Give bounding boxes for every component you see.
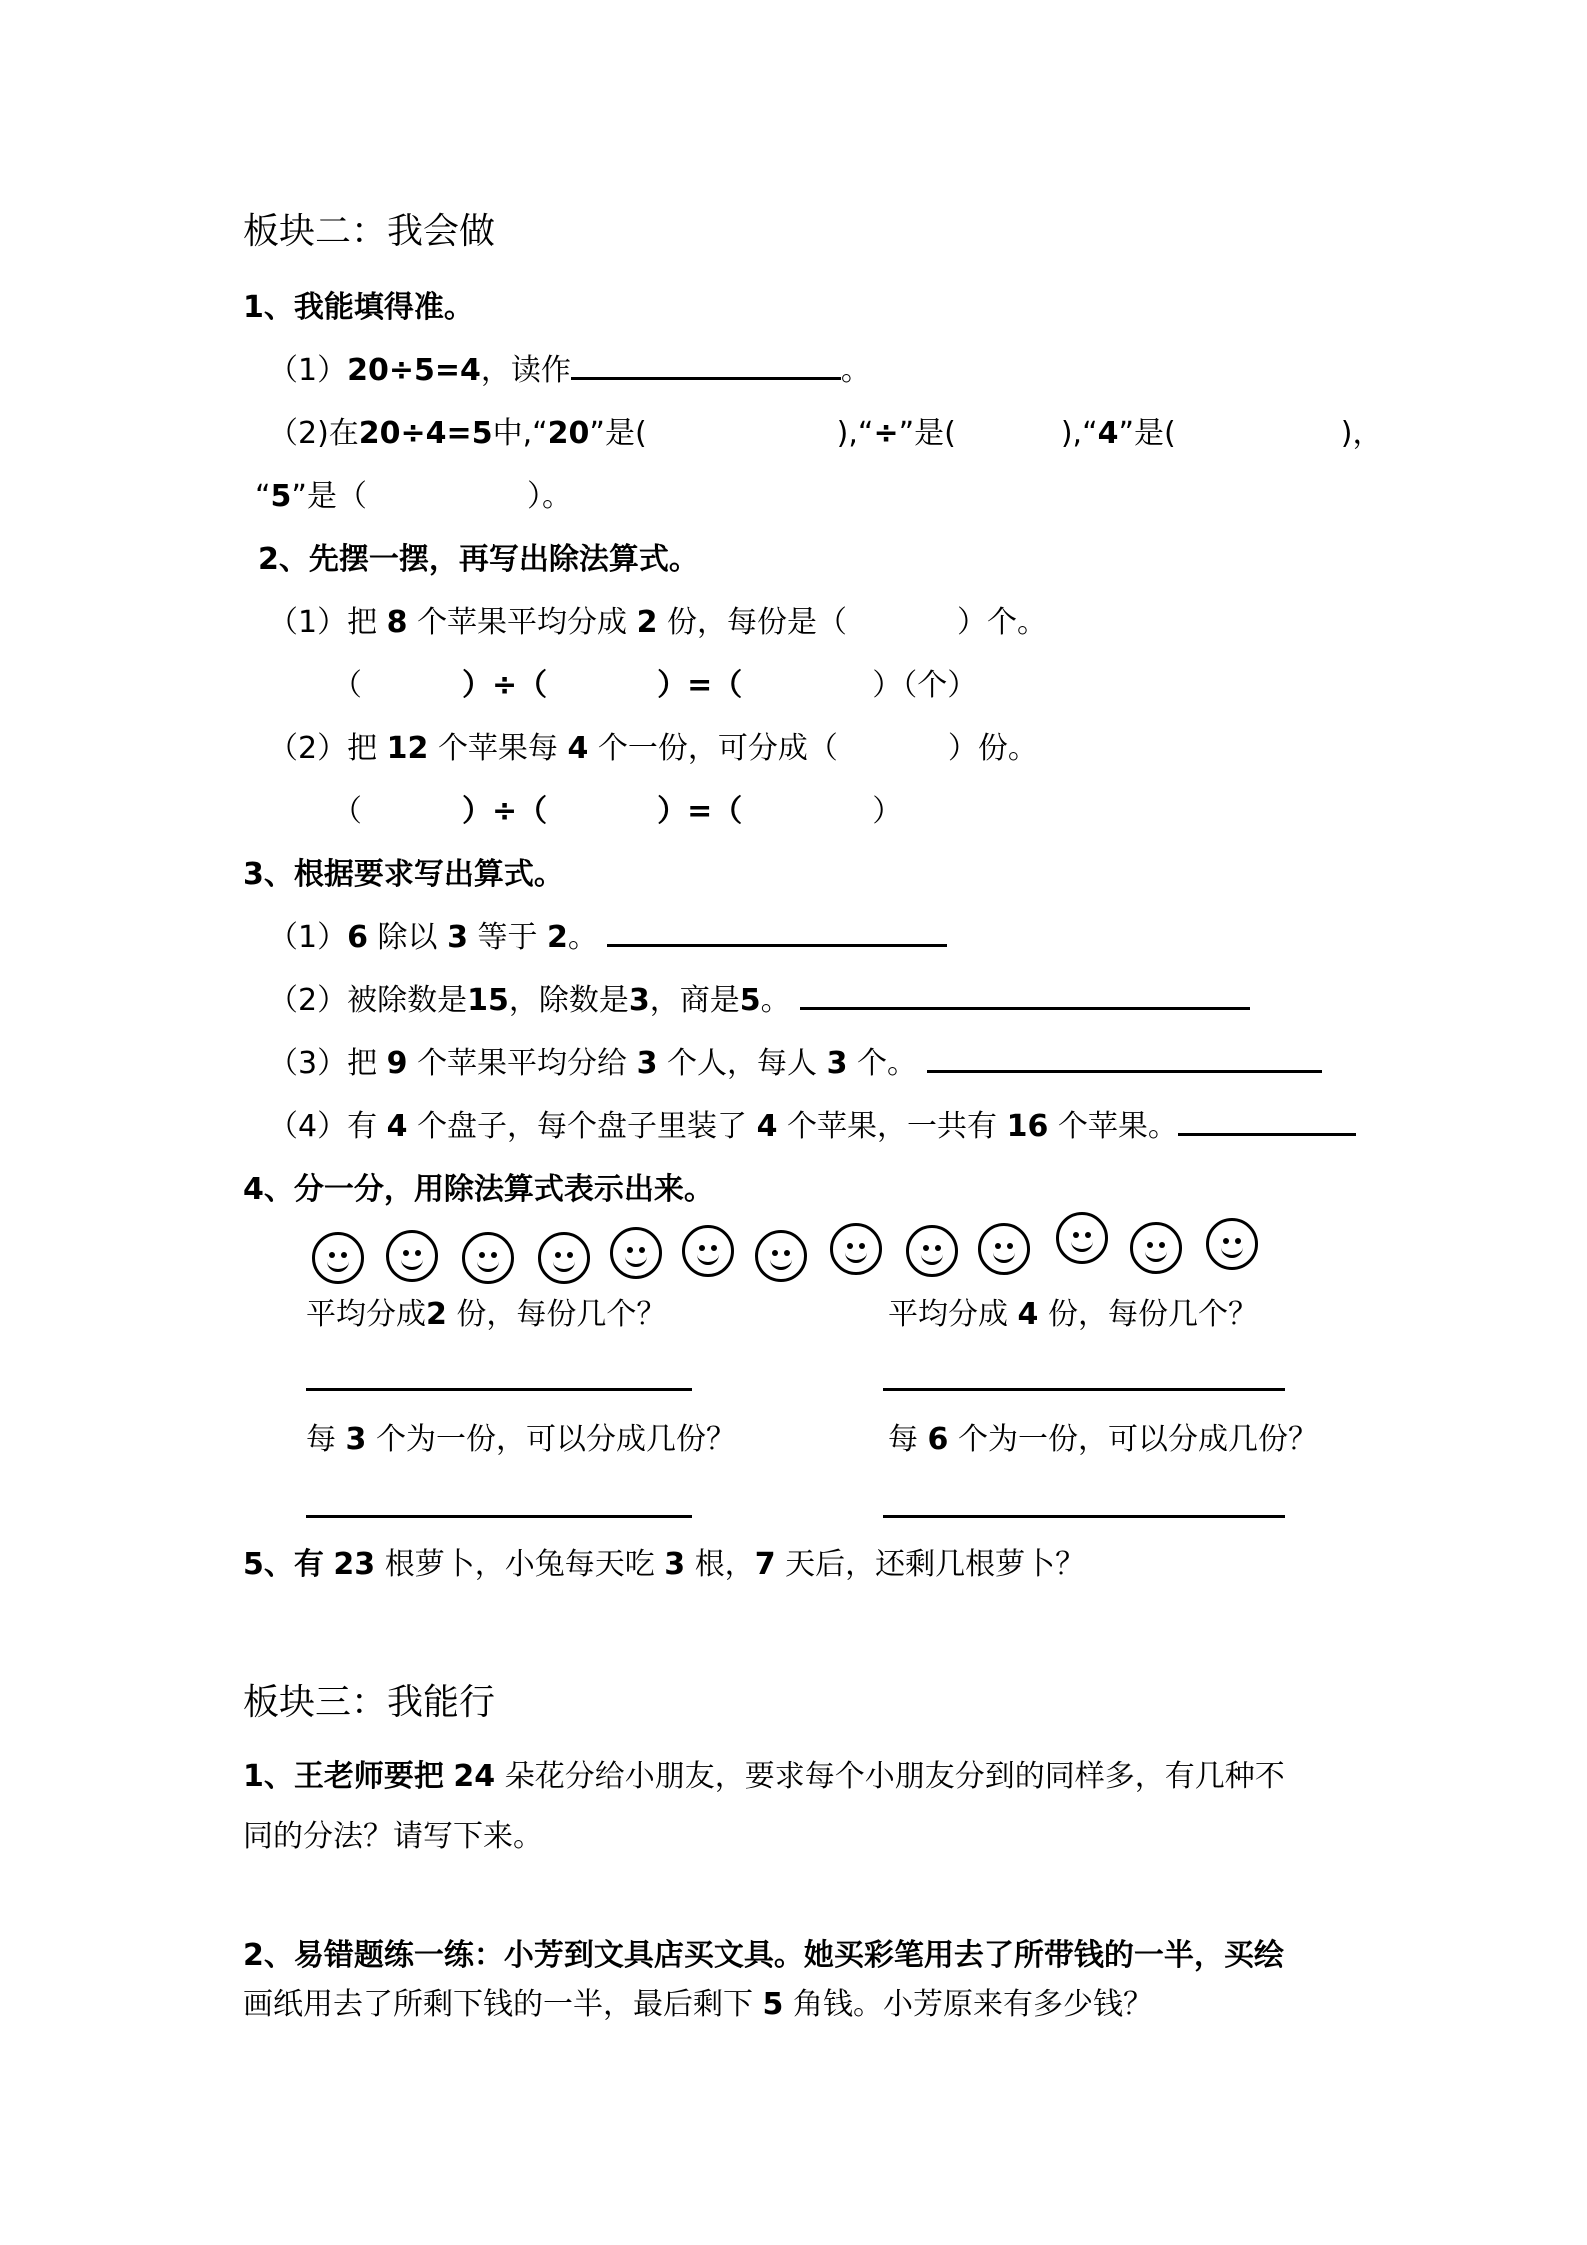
text: 份，每份几个？ [1047,1297,1258,1332]
smiley-face-icon [462,1232,514,1284]
number: 3 [636,1046,658,1081]
answer-line[interactable] [306,1515,692,1518]
q1-sub2-n20: 20 [547,416,590,451]
text: 根， [694,1547,755,1582]
number: 3 [447,920,468,955]
number: 4 [567,731,589,766]
q4-title-text: 4、分一分，用除法算式表示出来。 [243,1172,714,1207]
text: 份，每份几个？ [456,1297,667,1332]
q3-title-text: 3、根据要求写出算式。 [243,857,564,892]
paren: ） [872,794,903,829]
text: 个苹果。 [1057,1109,1178,1144]
s3-q1-line2: 同的分法？请写下来。 [243,1819,543,1854]
number: 2 [636,605,658,640]
q1-sub2b-n5: 5 [270,479,292,514]
text: （1） [268,920,348,955]
text: 个苹果平均分成 [417,605,628,640]
text: 个苹果平均分给 [417,1046,628,1081]
smiley-face-icon [682,1225,734,1277]
number: 3 [345,1422,367,1457]
number: 16 [1006,1109,1049,1144]
text: 。 [567,920,598,955]
q1-sub2 [268,416,1383,451]
q4-ask1 [306,1297,667,1332]
text: 平均分成 [306,1297,426,1332]
number: 5 [739,983,761,1018]
q1-sub2-equation: 20÷4=5 [358,416,493,451]
text: 朵花分给小朋友，要求每个小朋友分到的同样多，有几种不 [504,1759,1285,1794]
eq-operator: ）=（ [657,668,743,703]
smiley-face-icon [1206,1218,1258,1270]
text: 。 [760,983,791,1018]
q1-sub1-equation: 20÷5=4 [347,353,481,388]
number: 3 [664,1547,686,1582]
smiley-face-icon [830,1223,882,1275]
text: （2）把 [268,731,378,766]
q1-sub2b-end: ）。 [526,479,572,514]
text: 除以 [377,920,438,955]
number: 3 [628,983,650,1018]
smiley-face-icon [755,1230,807,1282]
q1-sub2-line2 [255,479,572,514]
text: 个人，每人 [667,1046,818,1081]
q1-title [243,290,474,325]
text: 每 [306,1422,336,1457]
q1-sub2-div-sign: ÷ [873,416,899,451]
q2-equation1 [332,668,978,703]
q1-sub2-n4: 4 [1097,416,1119,451]
q1-sub2-text: ”是( [589,416,647,451]
q1-number: 1、我能填得准。 [243,290,474,325]
div-operator: ）÷（ [462,668,548,703]
q2-sub2 [268,731,1038,766]
text: （1）把 [268,605,378,640]
text: 个为一份，可以分成几份？ [375,1422,736,1457]
q1-sub2-text: ”是( [898,416,956,451]
answer-blank[interactable] [927,1069,1322,1073]
text: 等于 [477,920,538,955]
q4-ask2 [888,1297,1258,1332]
s3-q1-line1 [243,1759,1285,1794]
number: 23 [333,1547,376,1582]
number: 6 [927,1422,949,1457]
eq-operator: ）=（ [657,794,743,829]
s3-q2-line2 [243,1987,1153,2022]
q1-sub1-prefix: （1） [268,353,348,388]
q3-sub1 [268,920,947,955]
section3-title: 板块三：我能行 [243,1682,496,1723]
q1-sub2-prefix: （2)在 [268,416,359,451]
text: 2、易错题练一练：小芳到文具店买文具。她买彩笔用去了所带钱的一半，买绘 [243,1938,1284,1973]
number: 24 [453,1759,496,1794]
text: 角钱。小芳原来有多少钱？ [792,1987,1153,2022]
number: 2 [547,920,568,955]
smiley-face-icon [386,1230,438,1282]
text: 个。 [857,1046,917,1081]
q1-sub2-text: ),“ [1060,416,1098,451]
paren: （ [332,794,362,829]
text: 份，每份是（ [667,605,848,640]
number: 4 [1017,1297,1039,1332]
number: 4 [756,1109,778,1144]
number: 12 [386,731,429,766]
smiley-face-icon [538,1232,590,1284]
number: 3 [826,1046,848,1081]
text: ，除数是 [508,983,629,1018]
q5 [243,1547,1086,1582]
text: 个盘子，每个盘子里装了 [417,1109,748,1144]
answer-blank[interactable] [800,1006,1250,1010]
paren-unit: ）（个） [872,668,978,703]
text: 个一份，可分成（ [597,731,838,766]
answer-blank[interactable] [1178,1132,1356,1136]
smiley-face-icon [906,1225,958,1277]
q4-title [243,1172,714,1207]
answer-line[interactable] [883,1515,1285,1518]
smiley-face-icon [312,1232,364,1284]
answer-blank[interactable] [571,376,841,380]
number: 8 [386,605,408,640]
text: 画纸用去了所剩下钱的一半，最后剩下 [243,1987,753,2022]
number: 5 [762,1987,784,2022]
text: （2）被除数是 [268,983,468,1018]
s3-q2-line1 [243,1938,1284,1973]
q2-sub1 [268,605,1048,640]
answer-blank[interactable] [607,943,947,947]
text: 每 [888,1422,918,1457]
number: 15 [467,983,509,1018]
text: 天后，还剩几根萝卜？ [785,1547,1086,1582]
q1-sub2-text: )， [1340,416,1383,451]
text: （4）有 [268,1109,378,1144]
number: 7 [754,1547,776,1582]
number: 6 [347,920,368,955]
answer-line[interactable] [883,1388,1285,1391]
text: ）个。 [957,605,1048,640]
q1-sub1 [268,353,871,388]
q1-sub2b-text: ”是（ [291,479,367,514]
smiley-face-icon [1130,1222,1182,1274]
q1-sub2b-text: “ [255,479,271,514]
text: 个苹果每 [437,731,558,766]
text: 个苹果，一共有 [787,1109,998,1144]
number: 4 [386,1109,408,1144]
smiley-face-icon [610,1227,662,1279]
q2-title-text: 2、先摆一摆，再写出除法算式。 [258,542,699,577]
q3-sub3 [268,1046,1322,1081]
div-operator: ）÷（ [462,794,548,829]
section2-title: 板块二：我会做 [243,211,496,252]
text: ，商是 [649,983,740,1018]
q3-sub2 [268,983,1250,1018]
q3-sub4 [268,1109,1356,1144]
q5-prefix: 5、有 [243,1547,324,1582]
text: 根萝卜，小兔每天吃 [384,1547,655,1582]
q3-title [243,857,564,892]
q1-sub1-end: 。 [840,353,871,388]
number: 2 [426,1297,447,1332]
q4-ask3 [306,1422,736,1457]
number: 9 [386,1046,408,1081]
smiley-face-icon [1056,1212,1108,1264]
q1-sub2-text: ),“ [836,416,874,451]
q2-equation2 [332,794,903,829]
text: （3）把 [268,1046,378,1081]
q1-sub2-text: 中,“ [492,416,548,451]
q1-sub1-text: ，读作 [480,353,571,388]
text: 个为一份，可以分成几份？ [957,1422,1318,1457]
smiley-face-icon [978,1223,1030,1275]
text: 平均分成 [888,1297,1008,1332]
text: 1、王老师要把 [243,1759,444,1794]
q2-title [258,542,699,577]
answer-line[interactable] [306,1388,692,1391]
paren: （ [332,668,362,703]
q4-ask4 [888,1422,1318,1457]
text: ）份。 [947,731,1038,766]
q1-sub2-text: ”是( [1118,416,1176,451]
